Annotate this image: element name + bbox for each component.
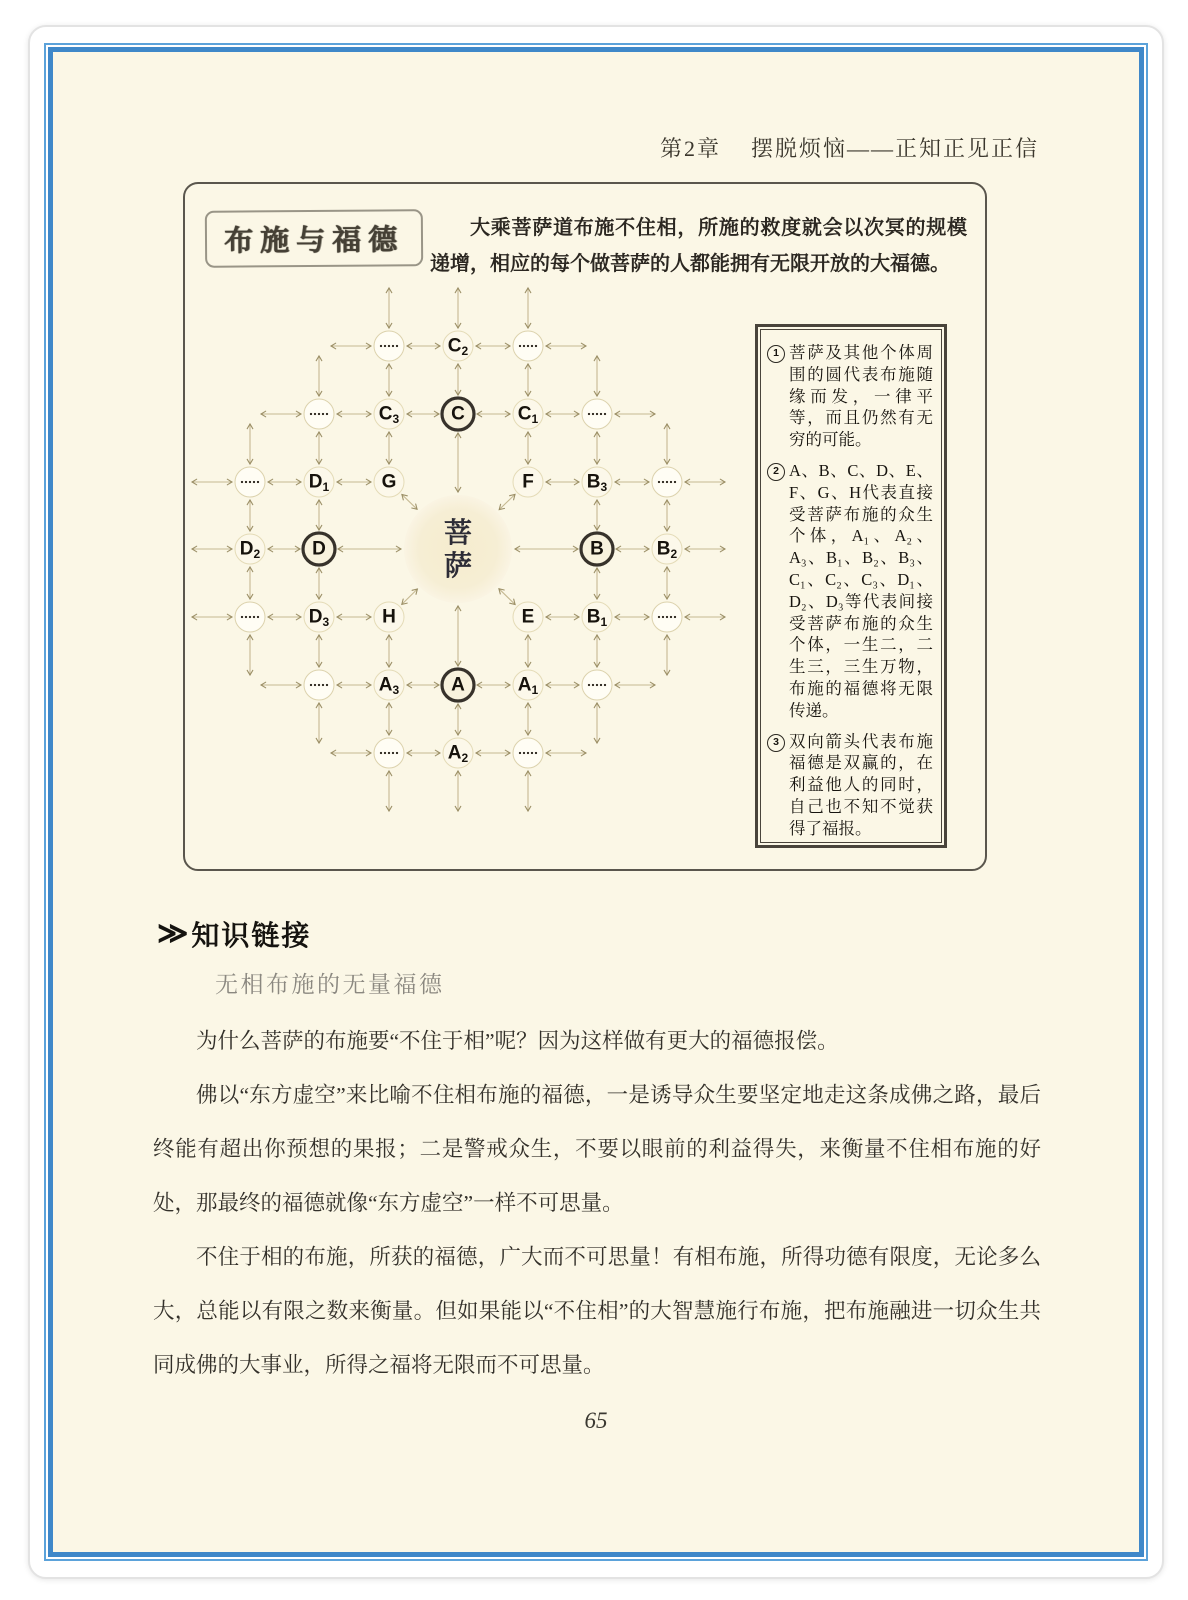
body-text: [153, 1014, 1041, 1392]
knowledge-heading-row: [157, 914, 311, 954]
svg-text:C: C: [451, 403, 465, 425]
legend-item-number: 2: [767, 463, 785, 481]
svg-text:B3: $B_3$: [586, 471, 608, 494]
chapter-header: [660, 132, 1039, 163]
svg-text:D1: $D_1$: [308, 471, 330, 494]
svg-text:C2: $C_2$: [447, 335, 469, 358]
svg-text:A2: $A_2$: [447, 742, 469, 765]
legend-item: [767, 731, 933, 840]
svg-text:B: B: [590, 538, 604, 560]
page-number: 65: [584, 1408, 608, 1433]
legend-item: [767, 342, 933, 451]
legend-item-number: 3: [767, 734, 785, 752]
legend-item-text: 菩萨及其他个体周围的圆代表布施随缘而发，一律平等，而且仍然有无穷的可能。: [789, 343, 933, 450]
svg-text:D: D: [312, 538, 326, 560]
legend-item: [767, 460, 933, 722]
page-card: [28, 25, 1164, 1579]
svg-text:A: A: [451, 674, 465, 696]
svg-text:A1: $A_1$: [517, 674, 539, 697]
svg-text:E: E: [521, 606, 535, 628]
svg-text:C3: $C_3$: [378, 403, 400, 426]
chapter-number: 第2章: [659, 136, 721, 161]
page-content: [53, 52, 1139, 1552]
svg-text:D2: $D_2$: [239, 538, 261, 561]
paragraph: 佛以“东方虚空”来比喻不住相布施的福德，一是诱导众生要坚定地走这条成佛之路，最后终能有超出你预想的果报；二是警戒众生，不要以眼前的利益得失，来衡量不住相布施的好处，那最终的福德就像“东方虚空”一样不可思量。: [153, 1083, 1041, 1215]
chapter-title: 摆脱烦恼——正知正见正信: [750, 136, 1039, 161]
figure-panel: [183, 182, 987, 871]
paragraph: 不住于相的布施，所获的福德，广大而不可思量！有相布施，所得功德有限度，无论多么大，总能以有限之数来衡量。但如果能以“不住相”的大智慧施行布施，把布施融进一切众生共同成佛的大事业，所得之福将无限而不可思量。: [153, 1245, 1041, 1377]
svg-text:萨: 萨: [443, 551, 473, 582]
chevrons-icon: ≫: [157, 917, 189, 950]
svg-text:G: G: [381, 471, 397, 493]
svg-text:B2: $B_2$: [656, 538, 678, 561]
svg-text:A3: $A_3$: [378, 674, 400, 697]
figure-title-badge: 布施与福德: [205, 209, 423, 268]
legend-box: [755, 324, 947, 848]
svg-text:B1: $B_1$: [586, 606, 608, 629]
legend-box-inner: [760, 329, 942, 843]
svg-text:C1: $C_1$: [517, 403, 539, 426]
knowledge-heading: 知识链接: [191, 920, 312, 951]
svg-text:D3: $D_3$: [308, 606, 330, 629]
figure-intro-text: 大乘菩萨道布施不住相，所施的救度就会以次冥的规模递增，相应的每个做菩萨的人都能拥有无限开放的大福德。: [430, 217, 967, 275]
legend-item-text: 双向箭头代表布施福德是双赢的，在利益他人的同时，自己也不知不觉获得了福报。: [789, 731, 933, 838]
blue-frame-inner: [48, 47, 1144, 1557]
legend-item-text: A、B、C、D、E、F、G、H代表直接受菩萨布施的众生个体，A₁、A₂、A₃、B₁、B₂、B₃、C₁、C₂、C₃、D₁、D₂、D₃等代表间接受菩萨布施的众生个体，一生二，二生三，三生万物，布施的福德将无限传递。: [789, 460, 933, 720]
svg-text:菩: 菩: [443, 518, 473, 549]
blue-frame-outer: [44, 43, 1148, 1561]
svg-text:F: F: [522, 471, 534, 493]
knowledge-subtitle: 无相布施的无量福德: [215, 971, 445, 997]
paragraph: 为什么菩萨的布施要“不住于相”呢？因为这样做有更大的福德报偿。: [196, 1029, 839, 1053]
legend-item-number: 1: [767, 345, 785, 363]
svg-text:H: H: [382, 606, 396, 628]
